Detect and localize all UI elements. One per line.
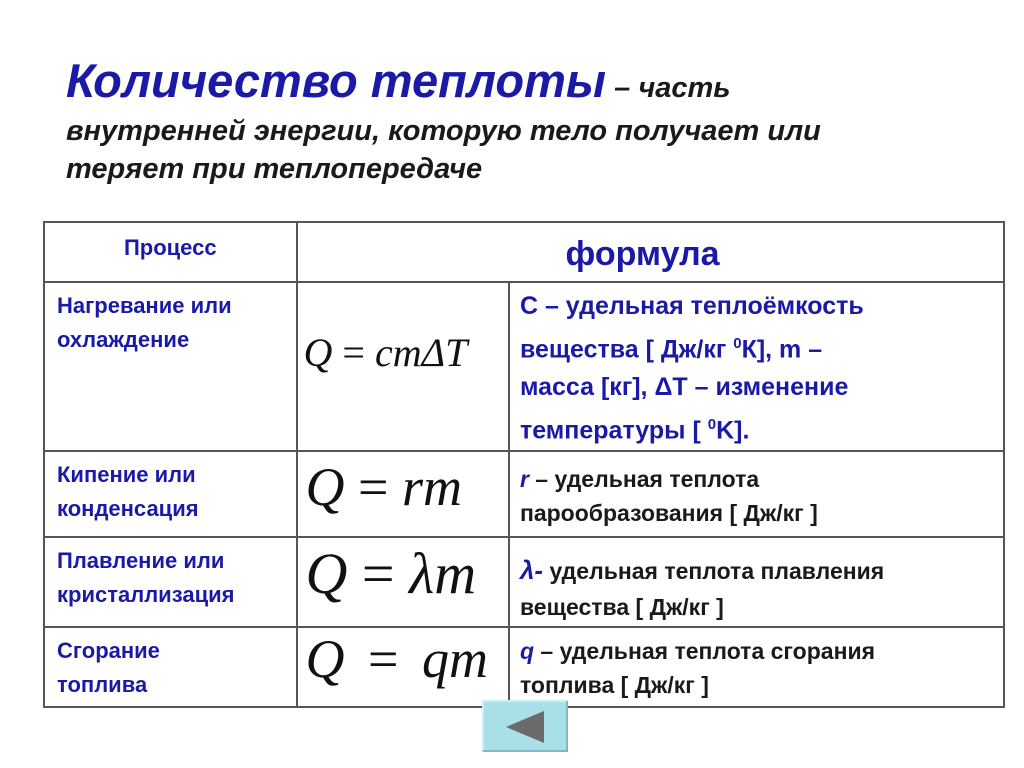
formula-rhs: cmΔT [374, 330, 468, 375]
formula-rhs: qm [421, 628, 488, 689]
title-line3: теряет при теплопередаче [66, 153, 483, 185]
formula-eq: = [342, 330, 365, 375]
symbol: q [519, 637, 535, 664]
desc-text: вещества [ Дж/кг ] [519, 593, 724, 620]
process-label: топлива [57, 671, 148, 697]
symbol: λ- [519, 554, 544, 585]
process-cell [44, 282, 297, 451]
formula-lhs: Q [305, 628, 345, 689]
formula-eq: = [361, 540, 395, 606]
formula [306, 628, 508, 690]
slide-title [66, 54, 986, 192]
description-cell [509, 451, 1004, 537]
table-row [44, 451, 1004, 537]
description-cell [509, 537, 1004, 627]
formula-eq: = [358, 456, 389, 517]
degree-sup: 0 [707, 416, 717, 434]
table-row [44, 282, 1004, 451]
process-cell [44, 451, 297, 537]
process-label: кристаллизация [57, 581, 235, 607]
formula-rhs: λm [409, 540, 477, 606]
desc-text: – удельная теплота [528, 465, 760, 492]
desc-text: парообразования [ Дж/кг ] [519, 499, 818, 526]
formula-cell [297, 537, 509, 627]
formula-lhs: Q [305, 456, 345, 517]
formula-eq: = [368, 628, 399, 689]
desc-text: температуры [ [519, 416, 708, 445]
desc-text: K]. [716, 416, 750, 445]
desc-text: – удельная теплоёмкость [538, 292, 864, 320]
process-label: конденсация [57, 495, 199, 521]
back-button[interactable] [482, 700, 568, 752]
table-row [44, 627, 1004, 707]
formula-lhs: Q [303, 330, 333, 375]
formula [304, 329, 508, 376]
process-cell [44, 627, 297, 707]
description-cell [509, 627, 1004, 707]
title-dash: – [606, 72, 639, 104]
title-line1-rest: часть [638, 72, 731, 104]
formula [306, 456, 508, 518]
formula [306, 540, 508, 607]
formula-cell [297, 451, 509, 537]
formula-lhs: Q [305, 540, 348, 606]
desc-text: масса [кг], ΔT – изменение [519, 373, 849, 402]
title-term: Количество теплоты [66, 54, 607, 107]
process-label: Кипение или [57, 461, 196, 487]
triangle-left-icon [504, 710, 546, 744]
table-row [44, 537, 1004, 627]
formula-cell [297, 627, 509, 707]
title-line2: внутренней энергии, которую тело получает или [66, 115, 821, 147]
desc-text: удельная теплота плавления [543, 557, 885, 584]
formula-cell [297, 282, 509, 451]
degree-sup: 0 [733, 335, 742, 352]
formula-rhs: rm [401, 456, 462, 517]
desc-text: топлива [ Дж/кг ] [519, 671, 709, 698]
process-label: Сгорание [57, 637, 160, 663]
header-formula: формула [297, 222, 1004, 282]
header-process: Процесс [44, 222, 297, 282]
table-header-row [44, 222, 1004, 282]
description-cell [509, 282, 1004, 451]
process-label: Нагревание или [57, 293, 232, 318]
desc-text: вещества [ Дж/кг [519, 335, 734, 364]
desc-text: К], m – [741, 335, 823, 364]
process-label: Плавление или [57, 547, 225, 573]
heat-formula-table [43, 221, 1005, 708]
process-label: охлаждение [57, 327, 190, 352]
process-cell [44, 537, 297, 627]
desc-text: – удельная теплота сгорания [534, 637, 876, 664]
symbol: r [519, 465, 529, 492]
symbol: С [519, 292, 539, 320]
